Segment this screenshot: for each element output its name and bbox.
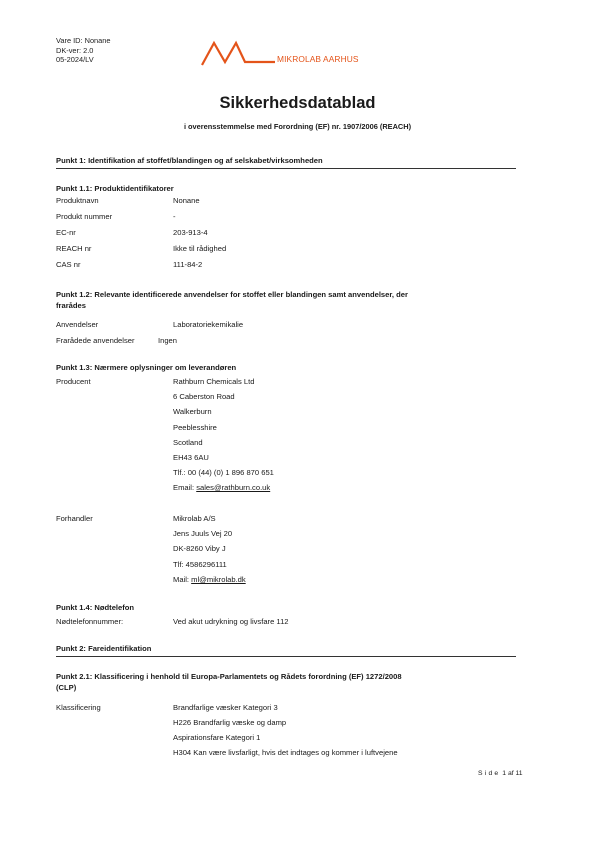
mountain-line-logo-icon [201, 40, 277, 71]
page-total: af 11 [507, 770, 523, 777]
row-label: Frarådede anvendelser [56, 336, 135, 345]
dealer-address [173, 514, 246, 590]
address-line: Scotland [173, 437, 203, 447]
meta-date: 05-2024/LV [56, 55, 94, 65]
producer-address [173, 377, 274, 499]
phone-line: Tlf.: 00 (44) (0) 1 896 870 651 [173, 468, 274, 478]
producer-email-link[interactable]: sales@rathburn.co.uk [196, 483, 271, 493]
row-label: EC-nr [56, 228, 76, 237]
row-label: Produkt nummer [56, 212, 113, 221]
page-title: Sikkerhedsdatablad [219, 94, 376, 112]
dealer-label: Forhandler [56, 514, 93, 523]
page-subtitle: i overensstemmelse med Forordning (EF) nr. 1907/2006 (REACH) [183, 122, 412, 131]
phone-line: Tlf: 4586296111 [173, 559, 227, 569]
address-line: DK-8260 Viby J [173, 544, 226, 554]
row-value: Nonane [173, 196, 200, 205]
classification-item: Brandfarlige væsker Kategori 3 [173, 703, 278, 712]
address-line: Mikrolab A/S [173, 514, 216, 523]
heading-line: frarådes [56, 301, 86, 310]
address-line: Walkerburn [173, 407, 212, 417]
row-value: Ingen [158, 336, 178, 345]
address-line: Jens Juuls Vej 20 [173, 529, 233, 539]
section-1-1-heading: Punkt 1.1: Produktidentifikatorer [56, 184, 174, 193]
emergency-value: Ved akut udrykning og livsfare 112 [173, 617, 289, 626]
email-line [173, 483, 274, 498]
section-1-2-heading [56, 289, 526, 311]
section-2-1-heading [56, 671, 526, 693]
row-value: 111-84-2 [173, 260, 203, 269]
page-word: Side [478, 770, 501, 777]
address-line: Peeblesshire [173, 422, 217, 432]
address-line: Rathburn Chemicals Ltd [173, 377, 255, 386]
row-value: Laboratoriekemikalie [173, 320, 244, 329]
row-label: CAS nr [56, 260, 81, 269]
classification-label: Klassificering [56, 703, 101, 712]
page-current: 1 [502, 770, 507, 777]
producer-label: Producent [56, 377, 91, 386]
classification-item: H304 Kan være livsfarligt, hvis det indtages og kommer i luftvejene [173, 748, 398, 757]
row-value: Ikke til rådighed [173, 244, 227, 253]
section-1-4-heading: Punkt 1.4: Nødtelefon [56, 603, 135, 612]
dealer-mail-link[interactable]: ml@mikrolab.dk [191, 574, 246, 584]
mail-prefix: Mail: [173, 574, 192, 584]
heading-line: (CLP) [56, 683, 77, 692]
mail-line [173, 575, 246, 590]
email-prefix: Email: [173, 483, 197, 493]
emergency-label: Nødtelefonnummer: [56, 617, 124, 626]
row-label: REACH nr [56, 244, 92, 253]
classification-list [173, 703, 398, 763]
section-1-heading: Punkt 1: Identifikation af stoffet/blandingen og af selskabet/virksomheden [56, 156, 516, 169]
document-meta [56, 36, 111, 65]
heading-line: Punkt 2.1: Klassificering i henhold til Europa-Parlamentets og Rådets forordning (EF) 1272/2008 [56, 672, 402, 681]
row-label: Anvendelser [56, 320, 99, 329]
row-label: Produktnavn [56, 196, 99, 205]
heading-line: Punkt 1.2: Relevante identificerede anvendelser for stoffet eller blandingen samt anvendelser, der [56, 290, 408, 299]
row-value: - [173, 212, 176, 221]
meta-version: DK-ver: 2.0 [56, 45, 94, 55]
section-1-3-heading: Punkt 1.3: Nærmere oplysninger om leverandøren [56, 363, 237, 372]
row-value: 203-913-4 [173, 228, 208, 237]
address-line: 6 Caberston Road [173, 392, 235, 402]
classification-item: Aspirationsfare Kategori 1 [173, 733, 261, 742]
classification-item: H226 Brandfarlig væske og damp [173, 718, 287, 727]
brand-name: MIKROLAB AARHUS [277, 54, 359, 64]
section-2-heading: Punkt 2: Fareidentifikation [56, 644, 516, 657]
page-number [478, 770, 523, 777]
meta-item-id: Vare ID: Nonane [56, 36, 111, 45]
address-line: EH43 6AU [173, 452, 209, 462]
